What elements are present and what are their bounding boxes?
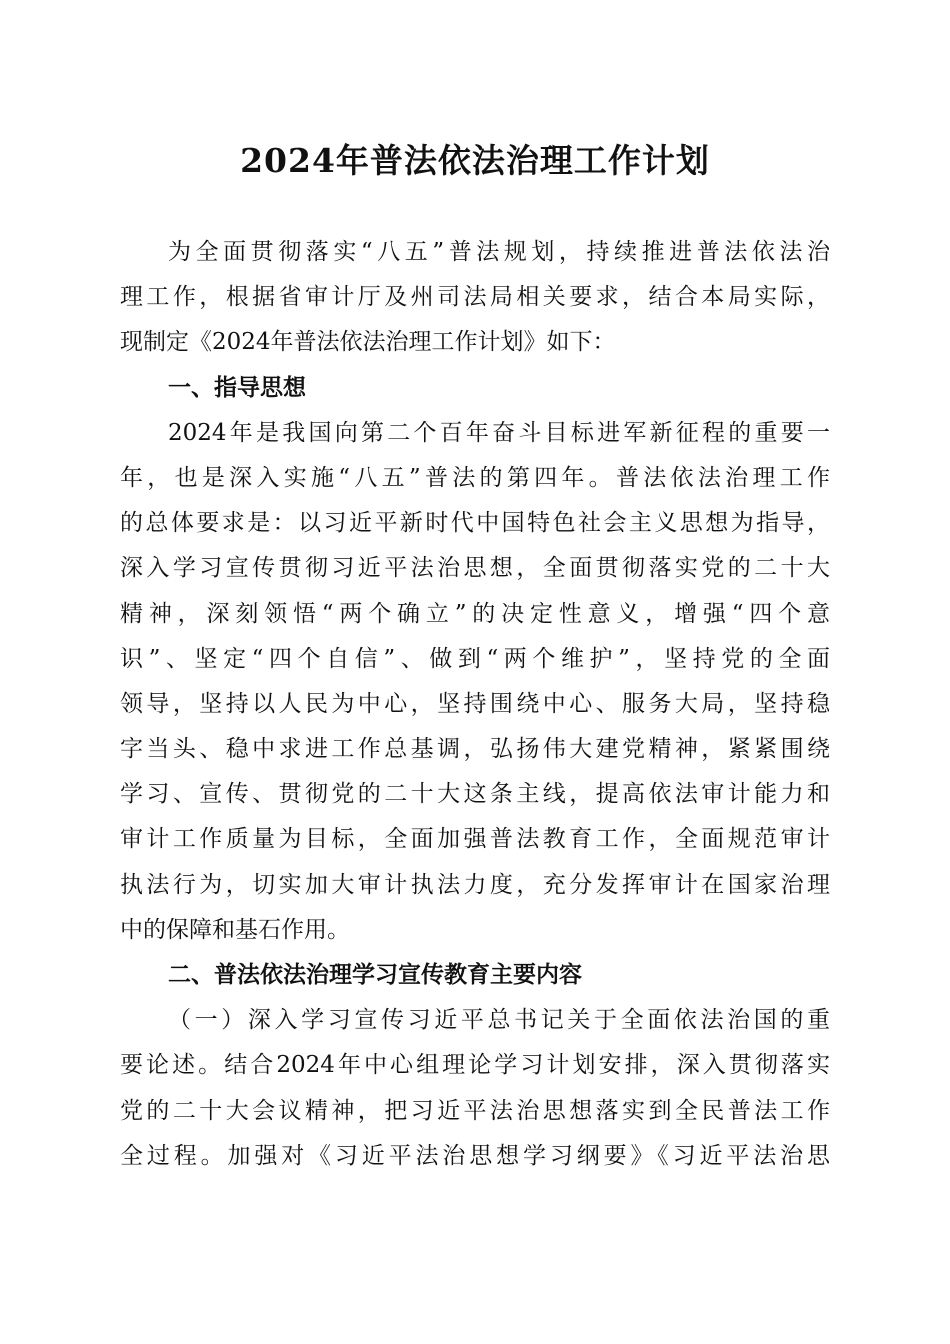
paragraph-line: 年，也是深入实施“八五”普法的第四年。普法依法治理工作	[120, 464, 830, 491]
paragraph-line: 全过程。加强对《习近平法治思想学习纲要》《习近平法治思	[120, 1142, 830, 1169]
document-title: 2024年普法依法治理工作计划	[240, 141, 710, 180]
section-heading: 二、普法依法治理学习宣传教育主要内容	[168, 962, 582, 988]
paragraph-line: 执法行为，切实加大审计执法力度，充分发挥审计在国家治理	[120, 871, 830, 898]
paragraph-line: 学习、宣传、贯彻党的二十大这条主线，提高依法审计能力和	[120, 781, 830, 808]
paragraph-line: 要论述。结合2024年中心组理论学习计划安排，深入贯彻落实	[120, 1052, 830, 1079]
section-heading: 一、指导思想	[168, 374, 306, 401]
paragraph-line: 字当头、稳中求进工作总基调，弘扬伟大建党精神，紧紧围绕	[120, 736, 830, 763]
paragraph-line: 2024年是我国向第二个百年奋斗目标进军新征程的重要一	[168, 419, 830, 446]
paragraph-line: 深入学习宣传贯彻习近平法治思想，全面贯彻落实党的二十大	[120, 555, 830, 582]
paragraph-line: 理工作，根据省审计厅及州司法局相关要求，结合本局实际，	[120, 284, 830, 311]
paragraph-line: 的总体要求是：以习近平新时代中国特色社会主义思想为指导，	[120, 510, 830, 537]
document-body	[120, 230, 830, 1179]
paragraph-line: 识”、坚定“四个自信”、做到“两个维护”，坚持党的全面	[120, 645, 830, 672]
paragraph-line: 现制定《2024年普法依法治理工作计划》如下：	[120, 329, 616, 356]
paragraph-line: 领导，坚持以人民为中心，坚持围绕中心、服务大局，坚持稳	[120, 690, 830, 717]
paragraph-line: 审计工作质量为目标，全面加强普法教育工作，全面规范审计	[120, 826, 830, 853]
paragraph-line: 中的保障和基石作用。	[120, 916, 350, 943]
paragraph-line: （一）深入学习宣传习近平总书记关于全面依法治国的重	[168, 1007, 830, 1034]
paragraph-line: 党的二十大会议精神，把习近平法治思想落实到全民普法工作	[120, 1097, 830, 1124]
paragraph-line: 精神，深刻领悟“两个确立”的决定性意义，增强“四个意	[120, 600, 830, 627]
paragraph-line: 为全面贯彻落实“八五”普法规划，持续推进普法依法治	[168, 239, 830, 265]
